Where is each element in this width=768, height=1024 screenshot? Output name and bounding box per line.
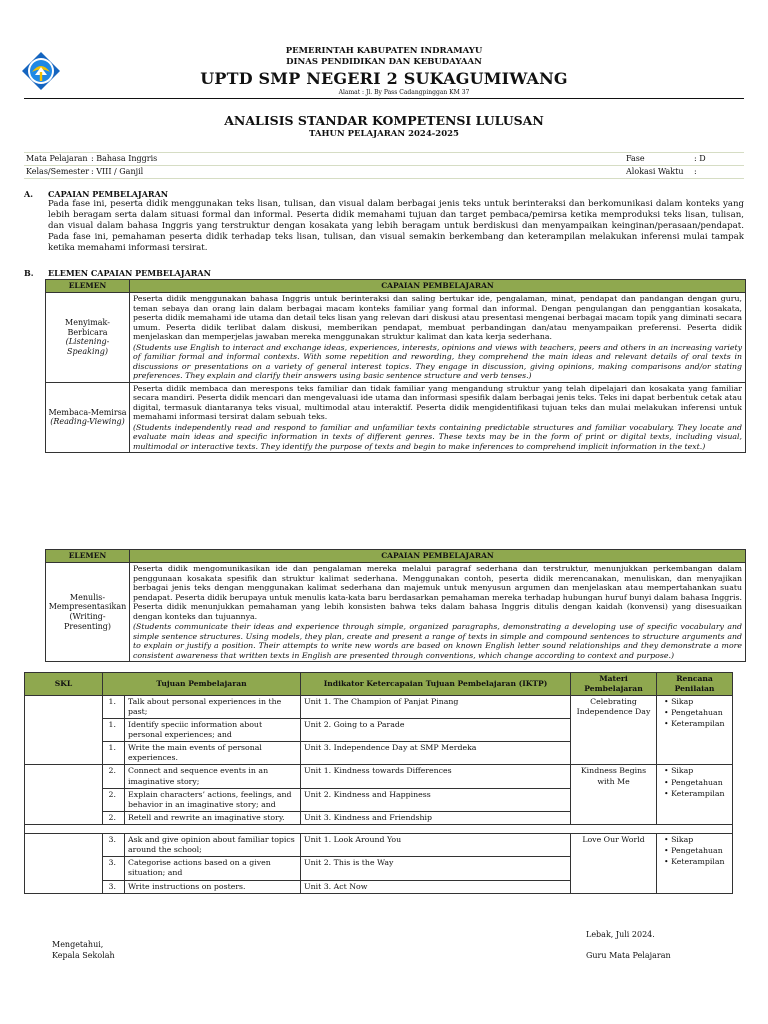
principal-label: Kepala Sekolah xyxy=(52,951,115,960)
gov-header: PEMERINTAH KABUPATEN INDRAMAYU xyxy=(285,46,483,56)
section-a-letter: A. xyxy=(24,189,33,199)
skl-table xyxy=(24,672,733,894)
elemen-cell xyxy=(46,382,130,453)
col-header-elemen: ELEMEN xyxy=(46,550,130,563)
capaian-cell xyxy=(130,563,746,662)
table-row xyxy=(46,382,746,453)
col-header-materi: Materi Pembelajaran xyxy=(571,673,657,696)
table-spacer xyxy=(25,825,733,834)
iktp-cell: Unit 2. Going to a Parade xyxy=(301,718,571,741)
time-value: : xyxy=(694,167,697,176)
elemen-name: Menyimak-Berbicara xyxy=(65,317,110,337)
skl-cell xyxy=(25,695,103,765)
row-number: 1. xyxy=(103,695,125,718)
tujuan-cell: Connect and sequence events in an imaginative story; xyxy=(125,765,301,788)
capaian-table-2 xyxy=(45,549,746,662)
section-b-heading: ELEMEN CAPAIAN PEMBELAJARAN xyxy=(48,268,211,278)
skl-cell xyxy=(25,765,103,825)
table-row xyxy=(46,563,746,662)
elemen-name: Menulis-Mempresentasikan xyxy=(48,592,127,612)
skl-cell xyxy=(25,834,103,894)
materi-cell: Kindness Begins with Me xyxy=(571,765,657,825)
iktp-cell: Unit 1. Kindness towards Differences xyxy=(301,765,571,788)
table-spacer-row xyxy=(25,825,733,834)
capaian-cell xyxy=(130,382,746,453)
capaian-table-1 xyxy=(45,279,746,453)
phase-label: Fase xyxy=(626,154,645,163)
penilaian-item: • Keterampilan xyxy=(670,789,729,799)
table-row xyxy=(25,834,733,857)
row-number: 2. xyxy=(103,765,125,788)
elemen-cell xyxy=(46,293,130,383)
table-row xyxy=(25,765,733,788)
penilaian-cell xyxy=(657,695,733,765)
row-number: 1. xyxy=(103,742,125,765)
document-title: ANALISIS STANDAR KOMPETENSI LULUSAN xyxy=(224,113,544,128)
school-name: UPTD SMP NEGERI 2 SUKAGUMIWANG xyxy=(200,69,568,88)
row-number: 2. xyxy=(103,811,125,824)
row-number: 3. xyxy=(103,857,125,880)
penilaian-item: • Sikap xyxy=(670,835,729,845)
penilaian-item: • Pengetahuan xyxy=(670,778,729,788)
header-divider xyxy=(24,98,744,99)
tujuan-cell: Write instructions on posters. xyxy=(125,880,301,893)
elemen-cell xyxy=(46,563,130,662)
iktp-cell: Unit 2. This is the Way xyxy=(301,857,571,880)
materi-cell: Celebrating Independence Day xyxy=(571,695,657,765)
capaian-cell xyxy=(130,293,746,383)
penilaian-item: • Sikap xyxy=(670,697,729,707)
penilaian-item: • Pengetahuan xyxy=(670,708,729,718)
elemen-name-en: (Reading-Viewing) xyxy=(50,417,125,427)
iktp-cell: Unit 3. Kindness and Friendship xyxy=(301,811,571,824)
section-a-heading: CAPAIAN PEMBELAJARAN xyxy=(48,189,169,199)
row-number: 2. xyxy=(103,788,125,811)
row-number: 1. xyxy=(103,718,125,741)
col-header-penilaian: Rencana Penilaian xyxy=(657,673,733,696)
iktp-cell: Unit 3. Act Now xyxy=(301,880,571,893)
subject-info xyxy=(24,152,744,179)
capaian-text-id: Peserta didik membaca dan merespons teks familiar dan tidak familiar yang mengandung struktur yang telah dipelajari dan kosakata yang familiar secara mandiri. Peserta didik mencari dan mengevaluasi ide utama dan informasi spesifik dalam berbagai jenis teks. Teks ini dapat berbentuk cetak atau digital, termasuk diantaranya teks visual, multimodal atau interaktif. Peserta didik mengidentifikasi tujuan teks dan mulai melakukan inferensi untuk memahami informasi tersirat dalam sebuah teks. xyxy=(133,383,742,421)
capaian-text-id: Peserta didik mengomunikasikan ide dan pengalaman mereka melalui paragraf sederhana dan terstruktur, menunjukkan perkembangan dalam penggunaan kosakata spesifik dan struktur kalimat sederhana. Menggunakan contoh, peserta didik merencanakan, menuliskan, dan menyajikan berbagai jenis teks dengan menggunakan kalimat sederhana dan majemuk untuk menyusun argumen dan menjelaskan atau mempertahankan suatu pendapat. Peserta didik berupaya untuk menulis kata-kata baru berdasarkan pemahaman mereka terhadap hubungan huruf bunyi dalam bahasa Inggris. Peserta didik menunjukkan pemahaman yang lebih konsisten bahwa teks dalam bahasa Inggris ditulis dengan kaidah (konvensi) yang disesuaikan dengan konteks dan tujuannya. xyxy=(133,564,742,621)
iktp-cell: Unit 2. Kindness and Happiness xyxy=(301,788,571,811)
iktp-cell: Unit 1. The Champion of Panjat Pinang xyxy=(301,695,571,718)
row-number: 3. xyxy=(103,834,125,857)
department-header: DINAS PENDIDIKAN DAN KEBUDAYAAN xyxy=(286,57,482,67)
tujuan-cell: Retell and rewrite an imaginative story. xyxy=(125,811,301,824)
penilaian-item: • Keterampilan xyxy=(670,857,729,867)
teacher-label: Guru Mata Pelajaran xyxy=(586,951,671,960)
row-number: 3. xyxy=(103,880,125,893)
penilaian-item: • Keterampilan xyxy=(670,719,729,729)
capaian-text-en: (Students independently read and respond to familiar and unfamiliar texts containing predictable structures and familiar vocabulary. They locate and evaluate main ideas and specific information in texts of different genres. These texts may be in the form of print or digital texts, including visual, multimodal or interactive texts. They identify the purpose of texts and begin to make inferences to comprehend implicit information in the text.) xyxy=(133,422,742,451)
tujuan-cell: Ask and give opinion about familiar topics around the school; xyxy=(125,834,301,857)
subject-label: Mata Pelajaran xyxy=(26,154,88,163)
time-label: Alokasi Waktu xyxy=(626,167,684,176)
penilaian-item: • Pengetahuan xyxy=(670,846,729,856)
table-row xyxy=(25,695,733,718)
capaian-text-en: (Students use English to interact and exchange ideas, experiences, interests, opinions and views with teachers, peers and others in an increasing variety of familiar formal and informal contexts. With some repetition and rewording, they comprehend the main ideas and relevant details of oral texts in discussions or presentations on a variety of general interest topics. They engage in discussion, giving opinions, making comparisons and/or stating preferences. They explain and clarify their answers using basic sentence structure and verb tenses.) xyxy=(133,342,742,380)
tujuan-cell: Identify speciic information about personal experiences; and xyxy=(125,718,301,741)
tujuan-cell: Write the main events of personal experiences. xyxy=(125,742,301,765)
phase-value: : D xyxy=(694,154,706,163)
col-header-capaian: CAPAIAN PEMBELAJARAN xyxy=(130,550,746,563)
materi-cell: Love Our World xyxy=(571,834,657,894)
class-value: : VIII / Ganjil xyxy=(91,167,144,176)
elemen-name-en: (Listening-Speaking) xyxy=(65,337,110,356)
iktp-cell: Unit 1. Look Around You xyxy=(301,834,571,857)
penilaian-item: • Sikap xyxy=(670,766,729,776)
tujuan-cell: Talk about personal experiences in the past; xyxy=(125,695,301,718)
col-header-iktp: Indikator Ketercapaian Tujuan Pembelajaran (IKTP) xyxy=(301,673,571,696)
col-header-elemen: ELEMEN xyxy=(46,280,130,293)
col-header-capaian: CAPAIAN PEMBELAJARAN xyxy=(130,280,746,293)
penilaian-cell xyxy=(657,834,733,894)
capaian-text-en: (Students communicate their ideas and experience through simple, organized paragraphs, demonstrating a developing use of specific vocabulary and simple sentence structures. Using models, they plan, create and present a range of texts in simple and compound sentences to structure arguments and to explain or justify a position. Their attempts to write new words are based on known English letter sound relationships and they demonstrate a more consistent awareness that written texts in English are presented through conventions, which change according to context and purpose.) xyxy=(133,622,742,660)
school-address: Alamat : Jl. By Pass Cadangpinggan KM 37 xyxy=(338,89,470,96)
tujuan-cell: Categorise actions based on a given situation; and xyxy=(125,857,301,880)
elemen-name-en: (Writing-Presenting) xyxy=(63,612,112,631)
col-header-skl: SKL xyxy=(25,673,103,696)
section-b-letter: B. xyxy=(24,268,34,278)
table-row xyxy=(46,293,746,383)
place-date: Lebak, Juli 2024. xyxy=(586,930,655,939)
elemen-name: Membaca-Memirsa xyxy=(48,407,127,417)
academic-year: TAHUN PELAJARAN 2024-2025 xyxy=(309,129,459,139)
tujuan-cell: Explain characters’ actions, feelings, and behavior in an imaginative story; and xyxy=(125,788,301,811)
class-label: Kelas/Semester xyxy=(26,167,90,176)
col-header-tujuan: Tujuan Pembelajaran xyxy=(103,673,301,696)
subject-value: : Bahasa Inggris xyxy=(91,154,158,163)
capaian-text-id: Peserta didik menggunakan bahasa Inggris untuk berinteraksi dan saling bertukar ide, pengalaman, minat, pendapat dan pandangan dengan guru, teman sebaya dan orang lain dalam berbagai macam konteks familiar yang formal dan informal. Dengan pengulangan dan penggantian kosakata, peserta didik memahami ide utama dan detail teks lisan yang relevan dari diskusi atau presentasi mengenai berbagai macam topik yang diminati secara umum. Peserta didik terlibat dalam diskusi, memberikan pendapat, membuat perbandingan dan/atau menyampaikan preferensi. Peserta didik menjelaskan dan memperjelas jawaban mereka menggunakan struktur kalimat dan kata kerja sederhana. xyxy=(133,294,742,341)
section-a-text: Pada fase ini, peserta didik menggunakan teks lisan, tulisan, dan visual dalam berbagai jenis teks untuk berinteraksi dan berkomunikasi dalam konteks yang lebih beragam serta dalam situasi formal dan informal. Peserta didik memahami tujuan dan target pembaca/pemirsa ketika memproduksi teks lisan, tulisan, dan visual dalam bahasa Inggris yang terstruktur dengan kosakata yang lebih beragam untuk berdiskusi dan menyampaikan keinginan/perasaan/pendapat. Pada fase ini, pemahaman peserta didik terhadap teks lisan, tulisan, dan visual semakin berkembang dan keterampilan melakukan inferensi mulai tampak ketika memahami informasi tersirat. xyxy=(48,199,744,253)
penilaian-cell xyxy=(657,765,733,825)
iktp-cell: Unit 3. Independence Day at SMP Merdeka xyxy=(301,742,571,765)
acknowledged-label: Mengetahui, xyxy=(52,940,104,949)
